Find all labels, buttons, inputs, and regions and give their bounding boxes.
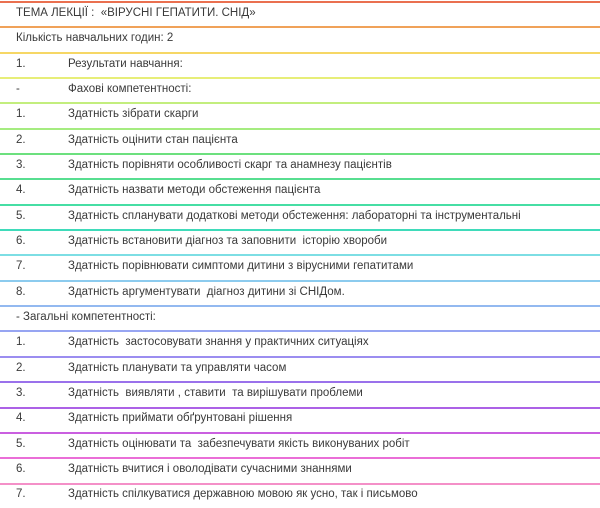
row-number: 2.	[16, 133, 26, 146]
row-number: 6.	[16, 463, 26, 476]
row-number: 1.	[16, 108, 26, 121]
row-label: Здатність оцінити стан пацієнта	[68, 133, 238, 146]
row-label: Здатність вчитися і оволодівати сучасними знаннями	[68, 463, 352, 476]
row-number: 2.	[16, 361, 26, 374]
table-row	[0, 178, 600, 203]
row-label: Здатність спланувати додаткові методи обстеження: лабораторні та інструментальні	[68, 209, 521, 222]
row-number: -	[16, 82, 20, 95]
table-row	[0, 77, 600, 102]
row-label: Здатність спілкуватися державною мовою як усно, так і письмово	[68, 488, 418, 501]
table-row	[0, 102, 600, 127]
table-row	[0, 483, 600, 508]
table-row	[0, 432, 600, 457]
row-number: 5.	[16, 437, 26, 450]
table-row	[0, 356, 600, 381]
row-label: Здатність аргументувати діагноз дитини зі СНІДом.	[68, 285, 345, 298]
row-number: 4.	[16, 184, 26, 197]
table-row	[0, 330, 600, 355]
row-label: Здатність застосовувати знання у практичних ситуаціях	[68, 336, 369, 349]
row-label: Здатність назвати методи обстеження пацієнта	[68, 184, 321, 197]
row-number: 1.	[16, 57, 26, 70]
row-number: 8.	[16, 285, 26, 298]
row-label: Кількість навчальних годин: 2	[16, 32, 174, 45]
table-row	[0, 407, 600, 432]
table-row	[0, 280, 600, 305]
table-row	[0, 153, 600, 178]
table-row	[0, 457, 600, 482]
row-label: Здатність порівнювати симптоми дитини з вірусними гепатитами	[68, 260, 414, 273]
row-label: ТЕМА ЛЕКЦІЇ : «ВІРУСНІ ГЕПАТИТИ. СНІД»	[16, 6, 256, 19]
row-label: Здатність приймати обґрунтовані рішення	[68, 412, 293, 425]
table-row	[0, 204, 600, 229]
table-row	[0, 254, 600, 279]
row-label: Здатність оцінювати та забезпечувати якість виконуваних робіт	[68, 437, 410, 450]
row-number: 1.	[16, 336, 26, 349]
table-row	[0, 305, 600, 330]
row-label: Здатність зібрати скарги	[68, 108, 199, 121]
table-row	[0, 229, 600, 254]
row-number: 7.	[16, 260, 26, 273]
row-number: 5.	[16, 209, 26, 222]
row-label: Здатність порівняти особливості скарг та анамнезу пацієнтів	[68, 158, 392, 171]
row-label: Здатність виявляти , ставити та вирішувати проблеми	[68, 387, 363, 400]
row-label: Фахові компетентності:	[68, 82, 192, 95]
table-row	[0, 26, 600, 51]
table-row	[0, 381, 600, 406]
row-label: Здатність встановити діагноз та заповнити історію хвороби	[68, 235, 388, 248]
row-number: 6.	[16, 235, 26, 248]
row-label: Здатність планувати та управляти часом	[68, 361, 287, 374]
table-row	[0, 128, 600, 153]
row-number: 7.	[16, 488, 26, 501]
row-number: 4.	[16, 412, 26, 425]
table-row	[0, 1, 600, 26]
row-label: Результати навчання:	[68, 57, 183, 70]
row-number: 3.	[16, 158, 26, 171]
row-label: - Загальні компетентності:	[16, 311, 156, 324]
table-row	[0, 52, 600, 77]
row-number: 3.	[16, 387, 26, 400]
